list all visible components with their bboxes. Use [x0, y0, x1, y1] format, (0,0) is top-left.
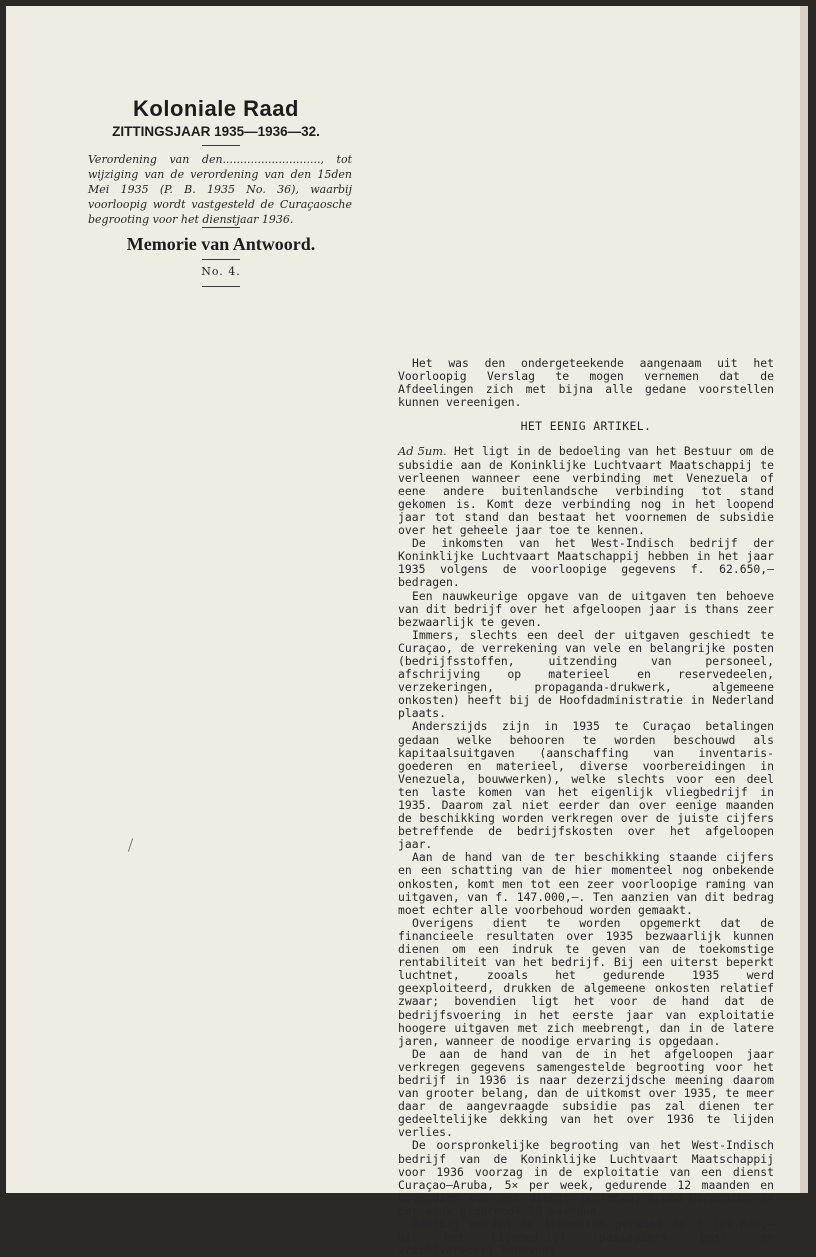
session-line: ZITTINGSJAAR 1935—1936—32.: [112, 124, 320, 139]
regulation-rule: [202, 227, 240, 228]
title-rule: [202, 145, 240, 146]
body-paragraph: De inkomsten van het West-Indisch bedrijf der Koninklijke Luchtvaart Maatschappij hebben in het jaar 1935 volgens de voorloopige gegevens f. 62.650,— bedragen.: [398, 536, 774, 590]
document-number: No. 4.: [201, 265, 241, 278]
intro-paragraph: Het was den ondergeteekende aangenaam uit het Voorloopig Verslag te mogen vernemen dat de Afdeelingen zich met bijna alle gedane voorstellen kunnen vereenigen.: [398, 356, 774, 410]
body-paragraph: Een nauwkeurige opgave van de uitgaven ten behoeve van dit bedrijf over het afgeloopen jaar is thans zeer bezwaarlijk te geven.: [398, 588, 774, 629]
body-paragraph: Anderszijds zijn in 1935 te Curaçao betalingen gedaan welke behooren te worden beschouwd als kapitaalsuitgaven (aanschaffing van inventaris-goederen en materieel, diverse voorbereidingen in Venezuela, bouwwerken), welke slechts voor een deel ten laste komen van het eigenlijk vliegbedrijf in 1935. Daarom zal niet eerder dan over eenige maanden de beschikking worden verkregen over de juiste cijfers betreffende de bedrijfskosten over het afgeloopen jaar.: [398, 719, 774, 852]
regulation-description: Verordening van den............................, tot wijziging van de verordening van den 15den Mei 1935 (P. B. 1935 No. 36), waarbij voorloopig wordt vastgesteld de Curaçaosche begrooting voor het dienstjaar 1936.: [88, 153, 352, 226]
body-paragraph: De oorspronkelijke begrooting van het West-Indisch bedrijf van de Koninklijke Luchtvaart Maatschappij voor 1936 voorzag in de exploitatie van een dienst Curaçao—Aruba, 5× per week, gedurende 12 maanden en bovendien van een dienst (Curaçao)—Aruba—Maracaibo 2× per week gedurende 10 maanden.: [398, 1138, 774, 1218]
body-paragraph: Daarbij werden de inkomsten geraamd op f 109.800,— uit het lijnbedrijf (passagiers- post- en vrachtvervoer) benevens: [398, 1217, 774, 1257]
number-rule: [202, 286, 240, 287]
body-paragraph: Overigens dient te worden opgemerkt dat de financieele resultaten over 1935 bezwaarlijk kunnen dienen om een indruk te geven van de toekomstige rentabiliteit van het bedrijf. Bij een uiterst beperkt luchtnet, zooals het gedurende 1935 werd geexploiteerd, drukken de algemeene onkosten relatief zwaar; bovendien ligt het voor de hand dat de bedrijfsvoering in het eerste jaar van exploitatie hoogere uitgaven met zich meebrengt, dan in de latere jaren, wanneer de noodige ervaring is opgedaan.: [398, 915, 774, 1048]
page-edge: [800, 6, 808, 1193]
ad-label: Ad 5um.: [398, 444, 447, 459]
body-paragraph: Aan de hand van de ter beschikking staande cijfers en een schatting van de hier momenteel nog onbekende onkosten, komt men tot een zeer voorloopige raming van uitgaven, van f. 147.000,—. Ten aanzien van dit bedrag moet echter alle voorbehoud worden gemaakt.: [398, 850, 774, 917]
document-title: Koloniale Raad: [133, 96, 299, 121]
ad-paragraph: [398, 445, 774, 537]
body-paragraph: Immers, slechts een deel der uitgaven geschiedt te Curaçao, de verrekening van vele en belangrijke posten (bedrijfsstoffen, uitzending van personeel, afschrijving op materieel en reservedeelen, verzekeringen, propaganda-drukwerk, algemeene onkosten) heeft bij de Hoofdadministratie in Nederland plaats.: [398, 627, 774, 721]
memo-rule: [202, 259, 240, 260]
document-page: [6, 6, 808, 1257]
body-column: [398, 357, 774, 1257]
ad-text: Het ligt in de bedoeling van het Bestuur om de subsidie aan de Koninklijke Luchtvaart Maatschappij te verleenen wanneer eene verbinding met Venezuela of eene andere buitenlandsche verbinding tot stand gekomen is. Komt deze verbinding nog in het loopend jaar tot stand dan bestaat het voornemen de subsidie over het geheele jaar toe te kennen.: [398, 444, 774, 538]
body-paragraph: De aan de hand van de in het afgeloopen jaar verkregen gegevens samengestelde begrooting voor het bedrijf in 1936 is naar dezerzijdsche meening daarom van grooter belang, dan de uitkomst over 1935, te meer daar de aangevraagde subsidie pas zal dienen ter gedeeltelijke dekking van het over 1936 te lijden verlies.: [398, 1046, 774, 1140]
margin-mark: [128, 838, 133, 852]
section-heading: HET EENIG ARTIKEL.: [520, 419, 652, 434]
memo-title: Memorie van Antwoord.: [126, 234, 316, 254]
